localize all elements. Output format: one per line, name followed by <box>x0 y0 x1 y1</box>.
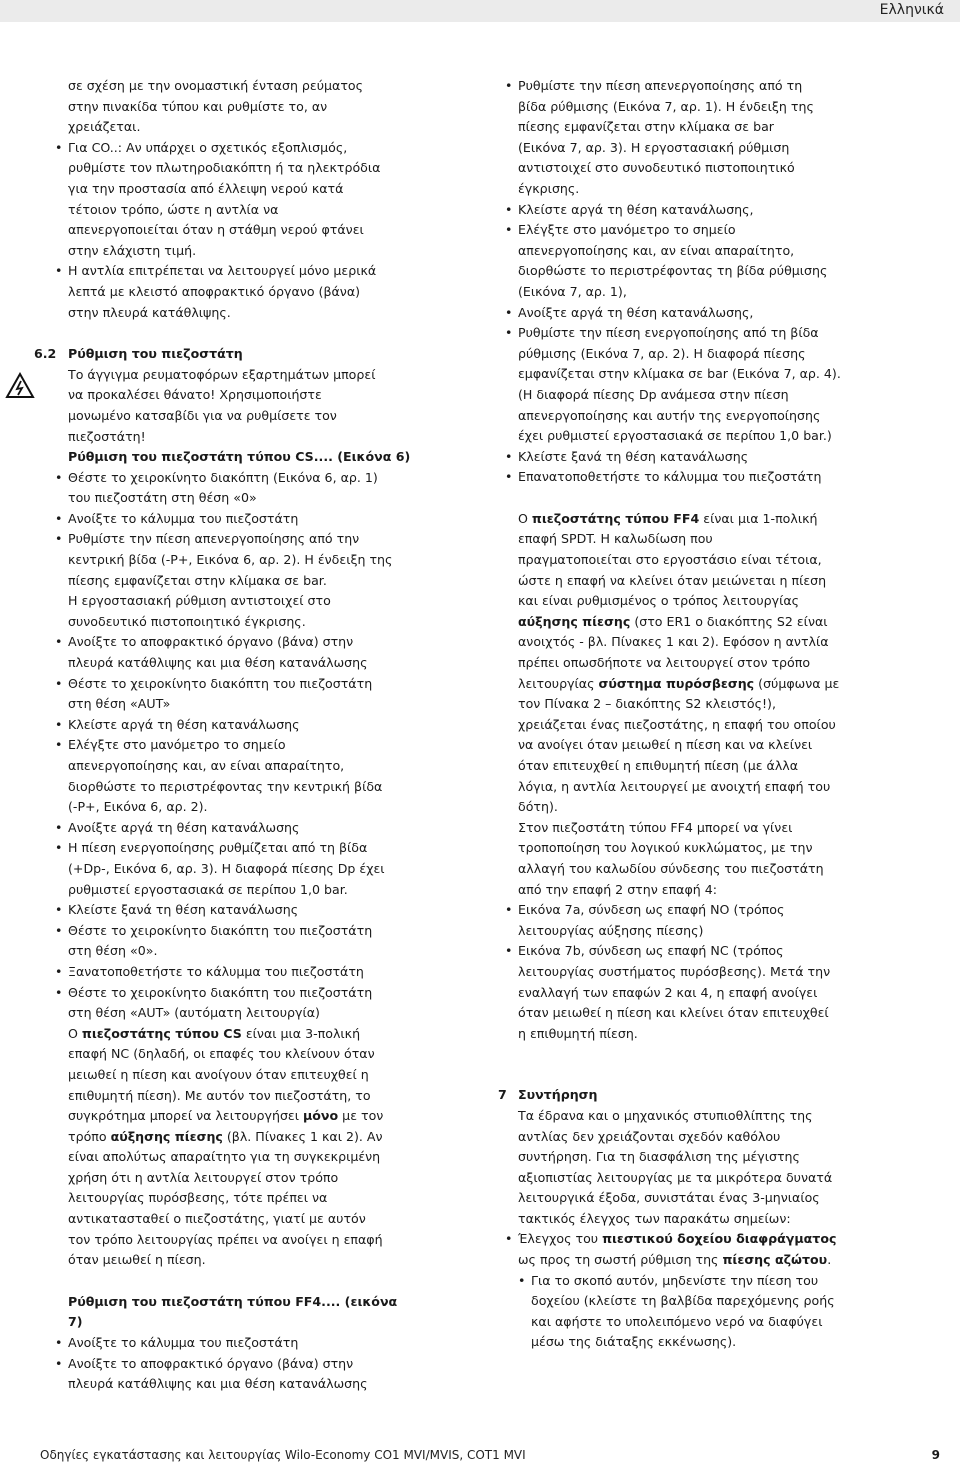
text-line: συνοδευτικό πιστοποιητικό έγκρισης. <box>68 613 306 629</box>
text-line: ρυθμίστε τον πλωτηροδιακόπτη ή τα ηλεκτρόδια <box>68 160 381 176</box>
ff4-para-line: τροποποίηση του λογικού κυκλώματος, με την <box>518 840 813 856</box>
list-item <box>68 818 413 839</box>
list-item <box>68 529 413 632</box>
header-bar <box>0 0 960 22</box>
text-line: στην πλευρά κατάθλιψης. <box>68 304 231 320</box>
ff4-para-line: να ανοίγει όταν μειωθεί η πίεση και να κλείνει <box>518 737 813 753</box>
list-item <box>518 941 863 1044</box>
text-line: • Ρυθμίστε την πίεση ενεργοποίησης από τη βίδα <box>518 325 819 341</box>
text-line: εναλλαγή των επαφών 2 και 4, η επαφή ανοίγει <box>518 984 818 1000</box>
warning-line: πιεζοστάτη! <box>68 428 146 444</box>
left-column <box>34 76 413 1395</box>
warning-line: μονωμένο κατσαβίδι για να ρυθμίσετε τον <box>68 407 337 423</box>
text-line: λεπτά με κλειστό αποφρακτικό όργανο (βάνα) <box>68 283 361 299</box>
text-line: • Η αντλία επιτρέπεται να λειτουργεί μόνο μερικά <box>68 263 377 279</box>
electrical-warning-icon <box>5 372 35 399</box>
ff4-para-line: δότη). <box>518 799 558 815</box>
text-line: • Θέστε το χειροκίνητο διακόπτη του πιεζοστάτη <box>68 984 373 1000</box>
text-line: στη θέση «AUT» (αυτόματη λειτουργία) <box>68 1005 320 1021</box>
section7-number: 7 <box>498 1087 507 1103</box>
warning-line: Το άγγιγμα ρευματοφόρων εξαρτημάτων μπορεί <box>68 366 376 382</box>
text-line: • Κλείστε ξανά τη θέση κατανάλωσης <box>518 448 749 464</box>
intro-line: στην πινακίδα τύπου και ρυθμίστε το, αν <box>68 98 328 114</box>
cs-para-line: επαφή NC (δηλαδή, οι επαφές του κλείνουν όταν <box>68 1046 375 1062</box>
text-line: διορθώστε το περιστρέφοντας την κεντρική βίδα <box>68 778 383 794</box>
maint-sub-bullet <box>531 1271 863 1353</box>
text-line: • Ελέγξτε στο μανόμετρο το σημείο <box>518 222 736 238</box>
text-line: ρυθμιστεί εργοστασιακά σε περίπου 1,0 bar. <box>68 881 348 897</box>
list-item <box>518 323 863 447</box>
list-item <box>518 447 863 468</box>
text-line: μέσω της διάταξης εκκένωσης). <box>531 1334 737 1350</box>
list-item <box>68 838 413 900</box>
text-line: ως προς τη σωστή ρύθμιση της πίεσης αζώτου. <box>518 1252 832 1268</box>
text-line: (+Dp-, Εικόνα 6, αρ. 3). Η διαφορά πίεσης Dp έχει <box>68 860 385 876</box>
list-item <box>518 220 863 302</box>
ff4-para-line: πρέπει οπωσδήποτε να λειτουργεί στον τρόπο <box>518 655 811 671</box>
text-line: • Κλείστε ξανά τη θέση κατανάλωσης <box>68 902 299 918</box>
ff4-para-line: ανοιχτός - βλ. Πίνακες 1 και 2). Εφόσον η αντλία <box>518 634 829 650</box>
text-line: αντιστοιχεί στο συνοδευτικό πιστοποιητικό <box>518 160 795 176</box>
text-line: λειτουργίας συστήματος πυρόσβεσης). Μετά την <box>518 963 831 979</box>
text-line: Η εργοστασιακή ρύθμιση αντιστοιχεί στο <box>68 593 331 609</box>
text-line: η επιθυμητή πίεση. <box>518 1025 638 1041</box>
text-line: βίδα ρύθμισης (Εικόνα 7, αρ. 1). Η ένδειξη της <box>518 98 814 114</box>
list-item <box>68 632 413 673</box>
text-line: κεντρική βίδα (-P+, Εικόνα 6, αρ. 2). Η ένδειξη της <box>68 552 393 568</box>
text-line: (Εικόνα 7, αρ. 3). Η εργοστασιακή ρύθμιση <box>518 139 790 155</box>
cs-para-line: αντικατασταθεί ο πιεζοστάτης, γιατί με αυτόν <box>68 1211 366 1227</box>
text-line: για την προστασία από έλλειψη νερού κατά <box>68 180 344 196</box>
cs-para-line: επιθυμητή πίεση). Με αυτόν τον πιεζοστάτη, το <box>68 1087 371 1103</box>
list-item <box>68 962 413 983</box>
list-item <box>68 900 413 921</box>
ff4-para-line: χρειάζεται ένας πιεζοστάτης, η επαφή του οποίου <box>518 716 836 732</box>
section7-line: λειτουργικά έξοδα, συνιστάται ένας 3-μηνιαίος <box>518 1190 820 1206</box>
cs-para-line: συγκρότημα μπορεί να λειτουργήσει μόνο με τον <box>68 1108 384 1124</box>
list-item <box>68 468 413 509</box>
list-item <box>68 674 413 715</box>
bullet-co <box>68 138 413 262</box>
text-line: ρύθμισης (Εικόνα 7, αρ. 2). Η διαφορά πίεσης <box>518 345 806 361</box>
list-item <box>68 921 413 962</box>
text-line: στη θέση «0». <box>68 943 158 959</box>
maint-bullet <box>518 1229 863 1353</box>
cs-steps-list <box>68 468 413 1024</box>
text-line: απενεργοποιείται όταν η στάθμη νερού φτάνει <box>68 222 364 238</box>
ff4-para-line: όταν επιτευχθεί η επιθυμητή πίεση (με άλλα <box>518 758 799 773</box>
text-line: • Ρυθμίστε την πίεση απενεργοποίησης από την <box>68 531 360 547</box>
section7-line: αντλίας δεν χρειάζονται σχεδόν καθόλου <box>518 1128 781 1144</box>
ff4-para-line: Ο πιεζοστάτης τύπου FF4 είναι μια 1-πολική <box>518 510 818 526</box>
bullet-pump <box>68 261 413 323</box>
text-line: • Εικόνα 7b, σύνδεση ως επαφή NC (τρόπος <box>518 943 784 959</box>
text-line: • Έλεγχος του πιεστικού δοχείου διαφράγματος <box>518 1231 837 1247</box>
list-item <box>518 467 863 488</box>
ff4-para-line: και είναι ρυθμισμένος ο τρόπος λειτουργίας <box>518 593 800 609</box>
text-line: απενεργοποίησης και, αν είναι απαραίτητο, <box>68 758 345 773</box>
intro-line: σε σχέση με την ονομαστική ένταση ρεύματος <box>68 78 364 93</box>
list-item <box>68 983 413 1024</box>
ff4-para-line: λειτουργίας σύστημα πυρόσβεσης (σύμφωνα με <box>518 675 840 691</box>
list-item <box>68 735 413 817</box>
text-line: • Ανοίξτε το αποφρακτικό όργανο (βάνα) στην <box>68 1355 354 1371</box>
ff4-para-line: Στον πιεζοστάτη τύπου FF4 μπορεί να γίνει <box>518 819 793 835</box>
ff4-para-line: αλλαγή του καλωδίου σύνδεσης του πιεζοστάτη <box>518 860 824 876</box>
section7-line: συντήρηση. Για τη διασφάλιση της μέγιστης <box>518 1149 800 1165</box>
warning-line: να προκαλέσει θάνατο! Χρησιμοποιήστε <box>68 387 322 403</box>
text-line: • Ανοίξτε αργά τη θέση κατανάλωσης, <box>518 304 754 320</box>
section7-line: αξιοπιστίας λειτουργίας με τα μικρότερα δυνατά <box>518 1169 833 1185</box>
cs-para-line: όταν μειωθεί η πίεση. <box>68 1252 206 1268</box>
text-line: • Επανατοποθετήστε το κάλυμμα του πιεζοστάτη <box>518 469 822 485</box>
ff4-para-line: επαφή SPDT. Η καλωδίωση που <box>518 531 713 547</box>
cs-para-line: τον τρόπο λειτουργίας πρέπει να ανοίγει η επαφή <box>68 1231 383 1247</box>
right-steps-list <box>518 76 863 488</box>
footer-title: Οδηγίες εγκατάστασης και λειτουργίας Wilo-Economy CO1 MVI/MVIS, COT1 MVI <box>40 1448 526 1462</box>
text-line: πίεσης εμφανίζεται στην κλίμακα σε bar. <box>68 572 327 588</box>
text-line: • Για το σκοπό αυτόν, μηδενίστε την πίεση του <box>531 1272 819 1288</box>
list-item <box>518 303 863 324</box>
list-item <box>68 1354 413 1395</box>
section-title: Ρύθμιση του πιεζοστάτη <box>68 346 243 362</box>
page-number: 9 <box>931 1448 940 1462</box>
text-line: • Ελέγξτε στο μανόμετρο το σημείο <box>68 737 286 753</box>
text-line: πλευρά κατάθλιψης και μια θέση κατανάλωσης <box>68 655 368 671</box>
text-line: απενεργοποίησης και, αν είναι απαραίτητο, <box>518 242 795 258</box>
ff4-para-line: αύξησης πίεσης (στο ER1 ο διακόπτης S2 είναι <box>518 613 828 629</box>
text-line: • Εικόνα 7a, σύνδεση ως επαφή NO (τρόπος <box>518 902 785 918</box>
cs-para-line: λειτουργίας πυρόσβεσης, τότε πρέπει να <box>68 1190 328 1206</box>
cs-para-line: είναι απολύτως απαραίτητο για τη συγκεκριμένη <box>68 1149 381 1165</box>
list-item <box>68 715 413 736</box>
text-line: πλευρά κατάθλιψης και μια θέση κατανάλωσης <box>68 1376 368 1392</box>
text-line: (Εικόνα 7, αρ. 1), <box>518 283 627 299</box>
text-line: λειτουργίας αύξησης πίεσης) <box>518 922 704 938</box>
list-item <box>68 1333 413 1354</box>
text-line: στη θέση «AUT» <box>68 696 171 712</box>
text-line: τέτοιον τρόπο, ώστε η αντλία να <box>68 201 279 217</box>
text-line: στην ελάχιστη τιμή. <box>68 242 197 258</box>
cs-para-line: Ο πιεζοστάτης τύπου CS είναι μια 3-πολική <box>68 1025 361 1041</box>
text-line: έγκρισης. <box>518 180 580 196</box>
text-line: • Θέστε το χειροκίνητο διακόπτη του πιεζοστάτη <box>68 922 373 938</box>
text-line: όταν μειωθεί η πίεση και κλείνει όταν επιτευχθεί <box>518 1005 829 1021</box>
text-line: εμφανίζεται στην κλίμακα σε bar (Εικόνα 7, αρ. 4). <box>518 366 841 382</box>
text-line: • Θέστε το χειροκίνητο διακόπτη (Εικόνα 6, αρ. 1) <box>68 469 378 485</box>
text-line: • Ανοίξτε το αποφρακτικό όργανο (βάνα) στην <box>68 634 354 650</box>
text-line: • Κλείστε αργά τη θέση κατανάλωσης <box>68 716 300 732</box>
section7-line: Τα έδρανα και ο μηχανικός στυπιοθλίπτης της <box>518 1107 813 1123</box>
ff4-steps-list <box>68 1333 413 1395</box>
text-line: • Ρυθμίστε την πίεση απενεργοποίησης από τη <box>518 78 803 93</box>
text-line: πίεσης εμφανίζεται στην κλίμακα σε bar <box>518 119 774 135</box>
intro-line: χρειάζεται. <box>68 119 141 135</box>
text-line: • Ανοίξτε το κάλυμμα του πιεζοστάτη <box>68 510 299 526</box>
section7-title: Συντήρηση <box>518 1087 598 1103</box>
cs-para-line: τρόπο αύξησης πίεσης (βλ. Πίνακες 1 και 2). Αν <box>68 1128 383 1144</box>
text-line: δοχείου (κλείστε τη βαλβίδα παρεχόμενης ροής <box>531 1293 835 1309</box>
ff4-options-list <box>518 900 863 1044</box>
cs-heading: Ρύθμιση του πιεζοστάτη τύπου CS.... (Εικόνα 6) <box>68 449 411 465</box>
text-line: διορθώστε το περιστρέφοντας τη βίδα ρύθμισης <box>518 263 828 279</box>
text-line: και αφήστε το υπολειπόμενο νερό να διαφύγει <box>531 1313 823 1329</box>
cs-para-line: μειωθεί η πίεση και ανοίγουν όταν επιτευχθεί η <box>68 1066 369 1082</box>
text-line: • Η πίεση ενεργοποίησης ρυθμίζεται από τη βίδα <box>68 840 368 856</box>
text-line: • Ανοίξτε αργά τη θέση κατανάλωσης <box>68 819 300 835</box>
text-line: (-P+, Εικόνα 6, αρ. 2). <box>68 799 208 815</box>
text-line: • Για CO..: Αν υπάρχει ο σχετικός εξοπλισμός, <box>68 139 348 155</box>
ff4-heading: Ρύθμιση του πιεζοστάτη τύπου FF4.... (εικόνα 7) <box>68 1293 398 1330</box>
text-line: έχει ρυθμιστεί εργοστασιακά σε περίπου 1,0 bar.) <box>518 428 832 444</box>
language-label: Ελληνικά <box>879 2 944 18</box>
text-line: • Ξανατοποθετήστε το κάλυμμα του πιεζοστάτη <box>68 963 364 979</box>
text-line: του πιεζοστάτη στη θέση «0» <box>68 490 257 506</box>
section-number: 6.2 <box>34 346 57 362</box>
list-item <box>518 76 863 200</box>
text-line: (Η διαφορά πίεσης Dp ανάμεσα στην πίεση <box>518 386 789 402</box>
right-column <box>498 76 863 1353</box>
list-item <box>68 509 413 530</box>
ff4-para-line: λόγια, η αντλία λειτουργεί με ανοιχτή επαφή του <box>518 778 831 794</box>
ff4-para-line: πραγματοποιείται στο εργοστάσιο είναι τέτοια, <box>518 552 822 568</box>
ff4-para-line: ώστε η επαφή να κλείνει όταν μειώνεται η πίεση <box>518 572 827 588</box>
cs-para-line: χρήση ότι η αντλία λειτουργεί στον τρόπο <box>68 1169 339 1185</box>
list-item <box>518 900 863 941</box>
text-line: απενεργοποίησης και αυτήν της ενεργοποίησης <box>518 407 821 423</box>
text-line: • Ανοίξτε το κάλυμμα του πιεζοστάτη <box>68 1335 299 1351</box>
section7-line: τακτικός έλεγχος των παρακάτω σημείων: <box>518 1210 791 1226</box>
text-line: • Κλείστε αργά τη θέση κατανάλωσης, <box>518 201 754 217</box>
ff4-para-line: τον Πίνακα 2 – διακόπτης S2 κλειστός!), <box>518 696 776 712</box>
list-item <box>518 200 863 221</box>
text-line: • Θέστε το χειροκίνητο διακόπτη του πιεζοστάτη <box>68 675 373 691</box>
ff4-para-line: από την επαφή 2 στην επαφή 4: <box>518 881 718 897</box>
